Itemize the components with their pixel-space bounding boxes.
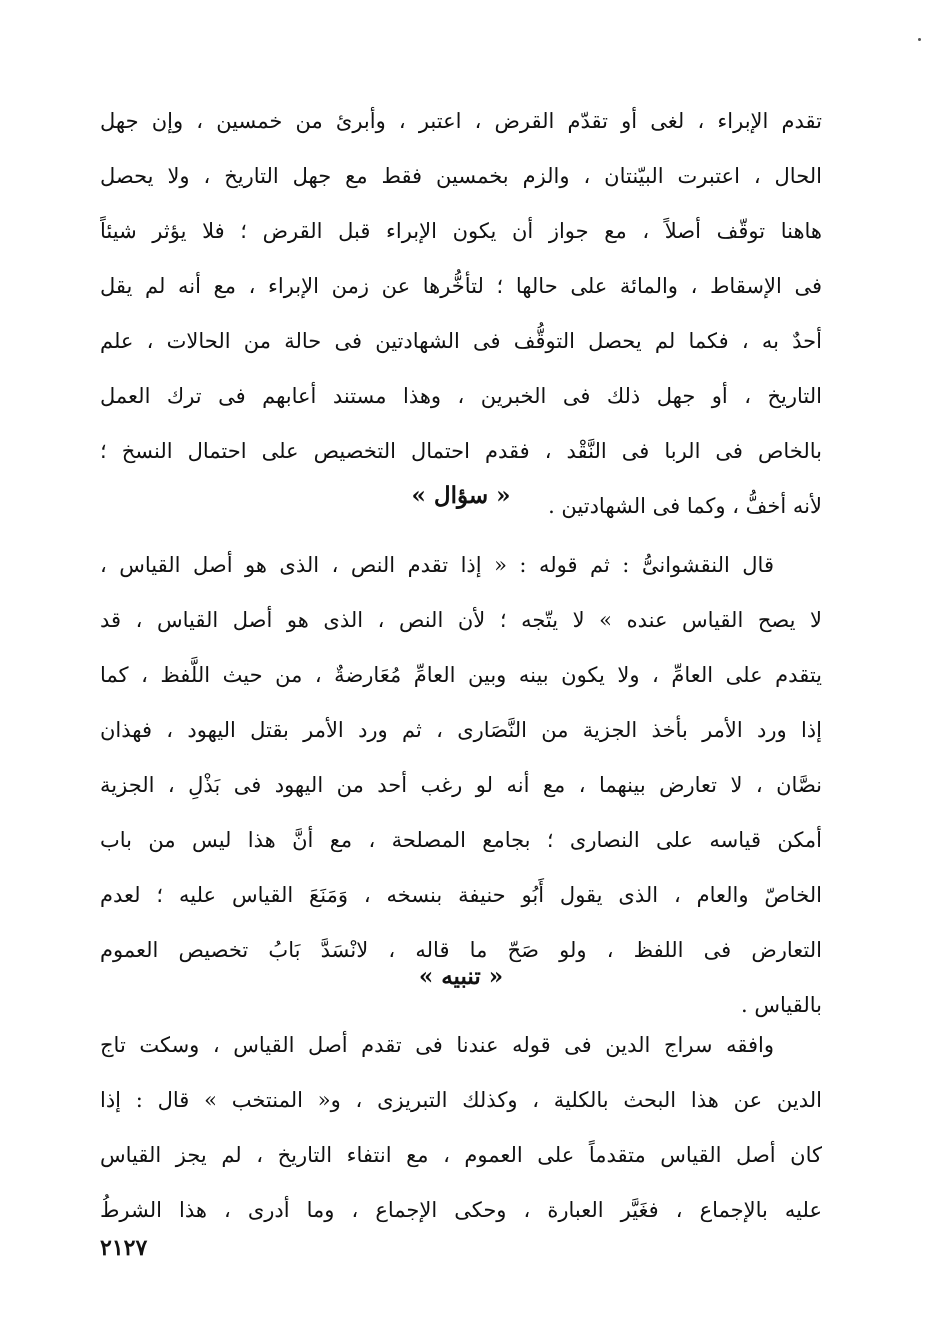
paragraph-3: [100, 1018, 822, 1238]
paragraph-1: [100, 94, 822, 534]
text-line: التاريخ ، أو جهل ذلك فى الخبرين ، وهذا مستند أعابهم فى ترك العمل: [100, 384, 822, 408]
text-line: لا يصح القياس عنده » لا يتّجه ؛ لأن النص ، الذى هو أصل القياس ، قد: [100, 608, 822, 632]
text-line: يتقدم على العامِّ ، ولا يكون بينه وبين العامِّ مُعَارضةٌ ، من حيث اللَّفظ ، كما: [100, 663, 822, 687]
text-line: الخاصّ والعام ، الذى يقول أَبُو حنيفة بنسخه ، وَمَنَعَ القياس عليه ؛ لعدم: [100, 883, 822, 907]
text-line: أمكن قياسه على النصارى ؛ بجامع المصلحة ، مع أنَّ هذا ليس من باب: [100, 828, 822, 852]
text-line: الدين عن هذا البحث بالكلية ، وكذلك التبريزى ، و« المنتخب » قال : إذا: [100, 1088, 822, 1112]
text-line: لأنه أخفُّ ، وكما فى الشهادتين .: [548, 494, 822, 518]
text-line: الحال ، اعتبرت البيّنتان ، والزم بخمسين فقط مع جهل التاريخ ، ولا يحصل: [100, 164, 822, 188]
text-line: هاهنا توقّف أصلاً ، مع جواز أن يكون الإبراء قبل القرض ؛ فلا يؤثر شيئاً: [100, 219, 822, 243]
page-number: ٢١٢٧: [100, 1235, 148, 1261]
text-line: أحدٌ به ، فكما لم يحصل التوقُّف فى الشهادتين فى حالة من الحالات ، علم: [100, 329, 822, 353]
text-line: قال النقشوانىُّ : ثم قوله : « إذا تقدم النص ، الذى هو أصل القياس ،: [100, 553, 774, 577]
scan-dot-mark: [918, 38, 921, 41]
text-line: نصَّان ، لا تعارض بينهما ، مع أنه لو رغب أحد من اليهود فى بَذْلِ ، الجزية: [100, 773, 822, 797]
section-heading-question: « سؤال »: [411, 482, 511, 509]
text-line: بالخاص فى الربا فى النَّقْد ، فقدم احتمال التخصيص على احتمال النسخ ؛: [100, 439, 822, 463]
section-heading-note: « تنبيه »: [418, 963, 504, 990]
text-line: فى الإسقاط ، والمائة على حالها ؛ لتأخُّرها عن زمن الإبراء ، مع أنه لم يقل: [100, 274, 822, 298]
text-line: تقدم الإبراء ، لغى أو تقدّم القرض ، اعتبر ، وأبرئ من خمسين ، وإن جهل: [100, 109, 822, 133]
paragraph-2: [100, 538, 822, 1033]
text-line: التعارض فى اللفظ ، ولو صَحّ ما قاله ، لانْسَدَّ بَابُ تخصيص العموم: [100, 938, 822, 962]
text-line: بالقياس .: [741, 993, 822, 1017]
text-line: وافقه سراج الدين فى قوله عندنا فى تقدم أصل القياس ، وسكت تاج: [100, 1033, 774, 1057]
text-line: إذا ورد الأمر بأخذ الجزية من النَّصَارى ، ثم ورد الأمر بقتل اليهود ، فهذان: [100, 718, 822, 742]
text-line: عليه بالإجماع ، فغَيَّر العبارة ، وحكى الإجماع ، وما أدرى ، هذا الشرطُ: [100, 1198, 822, 1222]
text-line: كان أصل القياس متقدماً على العموم ، مع انتفاء التاريخ ، لم يجز القياس: [100, 1143, 822, 1167]
